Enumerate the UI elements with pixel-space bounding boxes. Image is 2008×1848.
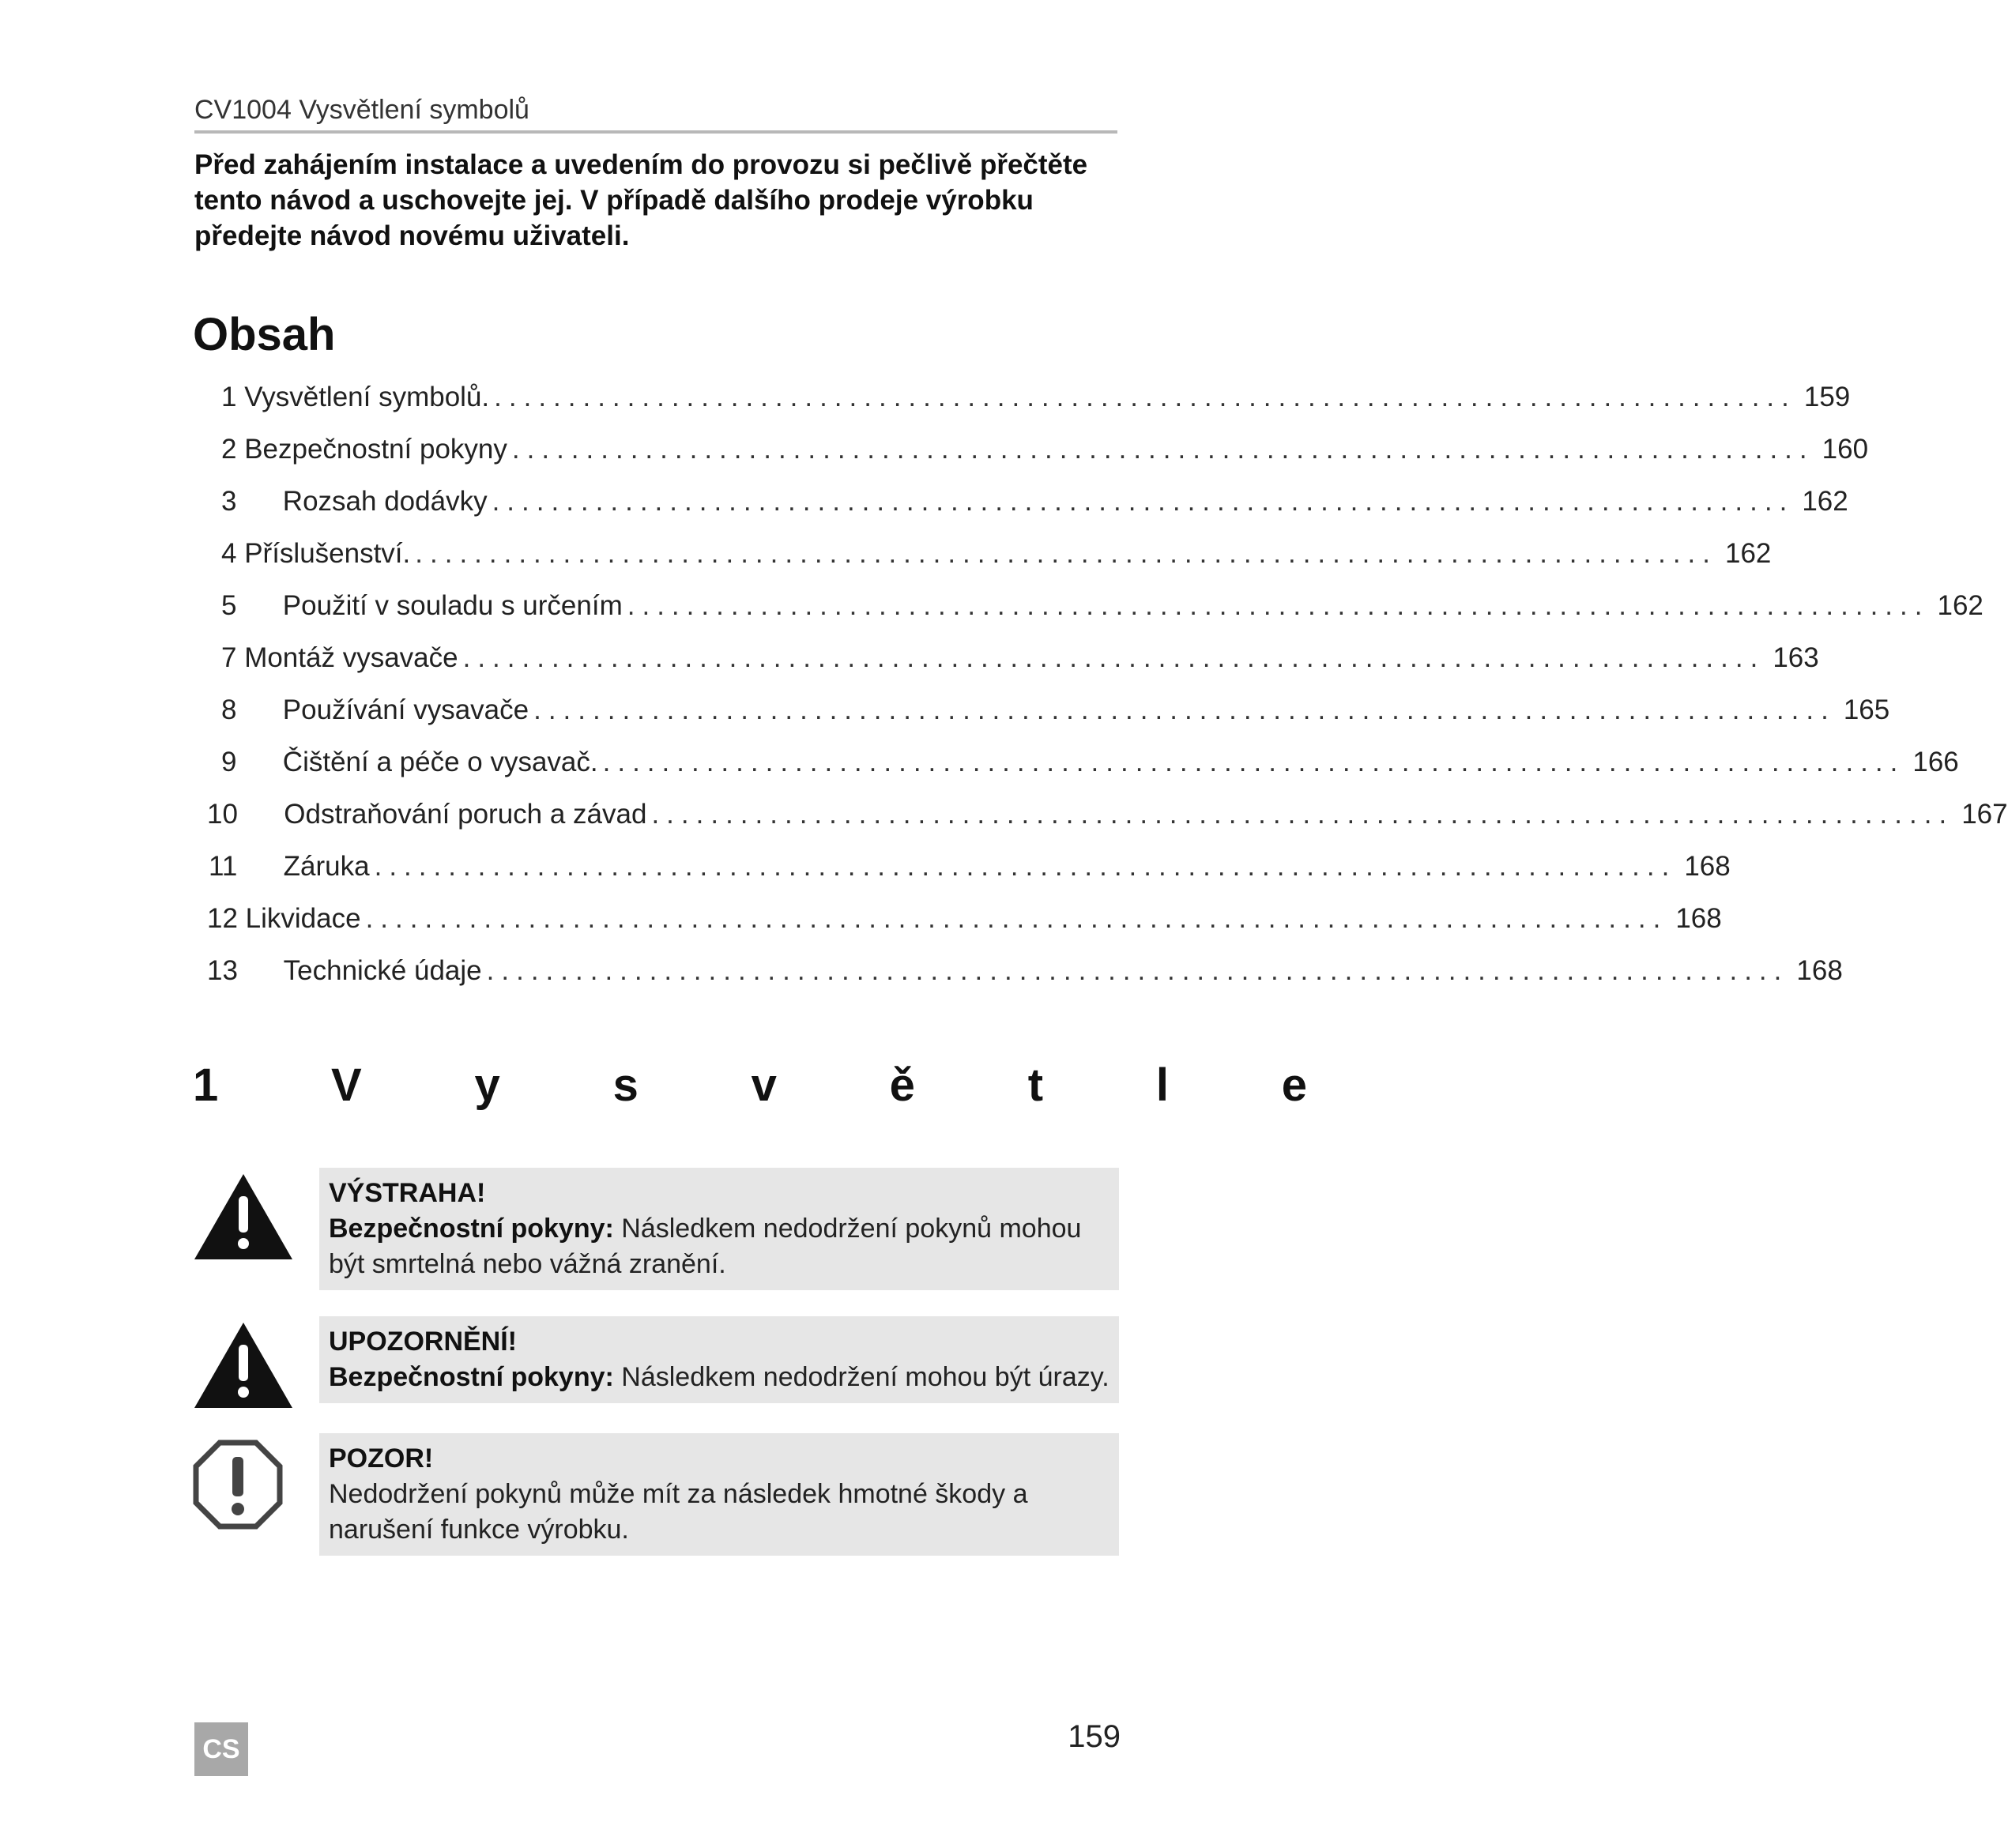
toc-entry-page: 163 xyxy=(1773,642,1819,673)
notice-heading: UPOZORNĚNÍ! xyxy=(329,1327,517,1357)
notice-text: Následkem nedodržení mohou být úrazy. xyxy=(613,1362,1109,1392)
toc-entry-label: 2 Bezpečnostní pokyny xyxy=(221,434,507,465)
toc-entry-label: 11 Záruka xyxy=(209,851,370,882)
leader-dots: ........................................................................................ xyxy=(486,955,1789,986)
toc-entry[interactable] xyxy=(221,378,1851,417)
toc-entry-label: 8 Používání vysavače xyxy=(221,694,529,725)
toc-entry[interactable] xyxy=(207,951,1843,991)
leader-dots: ........................................................................................ xyxy=(533,694,1836,725)
leader-dots: ........................................................................................ xyxy=(627,590,1930,621)
toc-title: Obsah xyxy=(193,309,336,360)
leader-dots: ........................................................................................ xyxy=(494,382,1796,412)
notice-heading: POZOR! xyxy=(329,1443,434,1474)
notice-body xyxy=(329,1211,1109,1282)
notice-body xyxy=(329,1477,1109,1548)
leader-dots: ........................................................................................ xyxy=(462,642,1765,673)
language-badge: CS xyxy=(194,1722,248,1776)
section-heading-letter: s xyxy=(612,1059,639,1111)
section-heading-letter: e xyxy=(1281,1059,1307,1111)
toc-entry-label: 12 Likvidace xyxy=(207,903,361,934)
toc-entry-label: 4 Příslušenství. xyxy=(221,538,411,569)
toc-entry-label: 13 Technické údaje xyxy=(207,955,482,986)
toc-entry-label: 5 Použití v souladu s určením xyxy=(221,590,623,621)
toc-entry-page: 168 xyxy=(1675,903,1722,934)
section-heading-letter: ě xyxy=(889,1059,915,1111)
attention-octagon-icon xyxy=(193,1440,283,1530)
toc-entry-label: 1 Vysvětlení symbolů. xyxy=(221,382,490,412)
toc-entry-page: 168 xyxy=(1796,955,1843,986)
leader-dots: ........................................................................................ xyxy=(365,903,1668,934)
toc-entry[interactable] xyxy=(221,743,1959,782)
toc-entry-page: 166 xyxy=(1912,747,1959,777)
notice-text: Nedodržení pokynů může mít za následek hmotné škody a narušení funkce výrobku. xyxy=(329,1479,1028,1545)
toc-entry-page: 159 xyxy=(1803,382,1851,412)
toc-entry[interactable] xyxy=(207,899,1722,939)
attention-notice xyxy=(319,1433,1119,1556)
warning-triangle-icon xyxy=(193,1321,294,1410)
notice-lead: Bezpečnostní pokyny: xyxy=(329,1362,614,1392)
section-heading-letter: V xyxy=(331,1059,362,1111)
leader-dots: ........................................................................................ xyxy=(651,799,1954,830)
toc-entry[interactable] xyxy=(207,795,2008,834)
toc-entry-page: 168 xyxy=(1684,851,1731,882)
section-heading-letter: 1 xyxy=(193,1059,219,1111)
toc-entry[interactable] xyxy=(221,482,1848,521)
notice-heading: VÝSTRAHA! xyxy=(329,1178,486,1208)
toc-entry[interactable] xyxy=(221,430,1869,469)
toc-entry-page: 162 xyxy=(1937,590,1984,621)
notice-body xyxy=(329,1360,1109,1395)
section-heading-letter: v xyxy=(751,1059,777,1111)
toc-entry[interactable] xyxy=(221,534,1772,574)
leader-dots: ........................................................................................ xyxy=(374,851,1677,882)
running-header: CV1004 Vysvětlení symbolů xyxy=(194,95,1117,134)
toc-entry-page: 162 xyxy=(1725,538,1772,569)
page-number: 159 xyxy=(1068,1719,1121,1754)
warning-notice xyxy=(319,1168,1119,1290)
toc-entry-label: 7 Montáž vysavače xyxy=(221,642,458,673)
toc-entry-label: 3 Rozsah dodávky xyxy=(221,486,488,517)
toc-entry-page: 167 xyxy=(1961,799,2008,830)
section-heading-letter: y xyxy=(474,1059,500,1111)
section-heading-letter: t xyxy=(1027,1059,1044,1111)
leader-dots: ........................................................................................ xyxy=(511,434,1814,465)
leader-dots: ........................................................................................ xyxy=(492,486,1795,517)
notice-lead: Bezpečnostní pokyny: xyxy=(329,1214,614,1244)
toc-entry-label: 10 Odstraňování poruch a závad xyxy=(207,799,647,830)
toc-entry-label: 9 Čištění a péče o vysavač. xyxy=(221,747,598,777)
toc-entry[interactable] xyxy=(221,586,1984,626)
notice-text: Následkem nedodržení pokynů mohou být smrtelná nebo vážná zranění. xyxy=(329,1214,1082,1279)
toc-entry[interactable] xyxy=(221,638,1819,678)
toc-entry-page: 165 xyxy=(1843,694,1890,725)
toc-entry-page: 160 xyxy=(1822,434,1869,465)
leader-dots: ........................................................................................ xyxy=(415,538,1717,569)
toc-entry[interactable] xyxy=(221,691,1890,730)
caution-notice xyxy=(319,1316,1119,1403)
warning-triangle-icon xyxy=(193,1172,294,1261)
intro-paragraph: Před zahájením instalace a uvedením do provozu si pečlivě přečtěte tento návod a uschovejte jej. V případě dalšího prodeje výrobku předejte návod novému uživateli. xyxy=(194,149,1088,251)
leader-dots: ........................................................................................ xyxy=(602,747,1905,777)
section-heading-letter: l xyxy=(1155,1059,1169,1111)
toc-entry[interactable] xyxy=(209,847,1731,886)
section-heading xyxy=(193,1059,1307,1112)
toc-entry-page: 162 xyxy=(1802,486,1848,517)
